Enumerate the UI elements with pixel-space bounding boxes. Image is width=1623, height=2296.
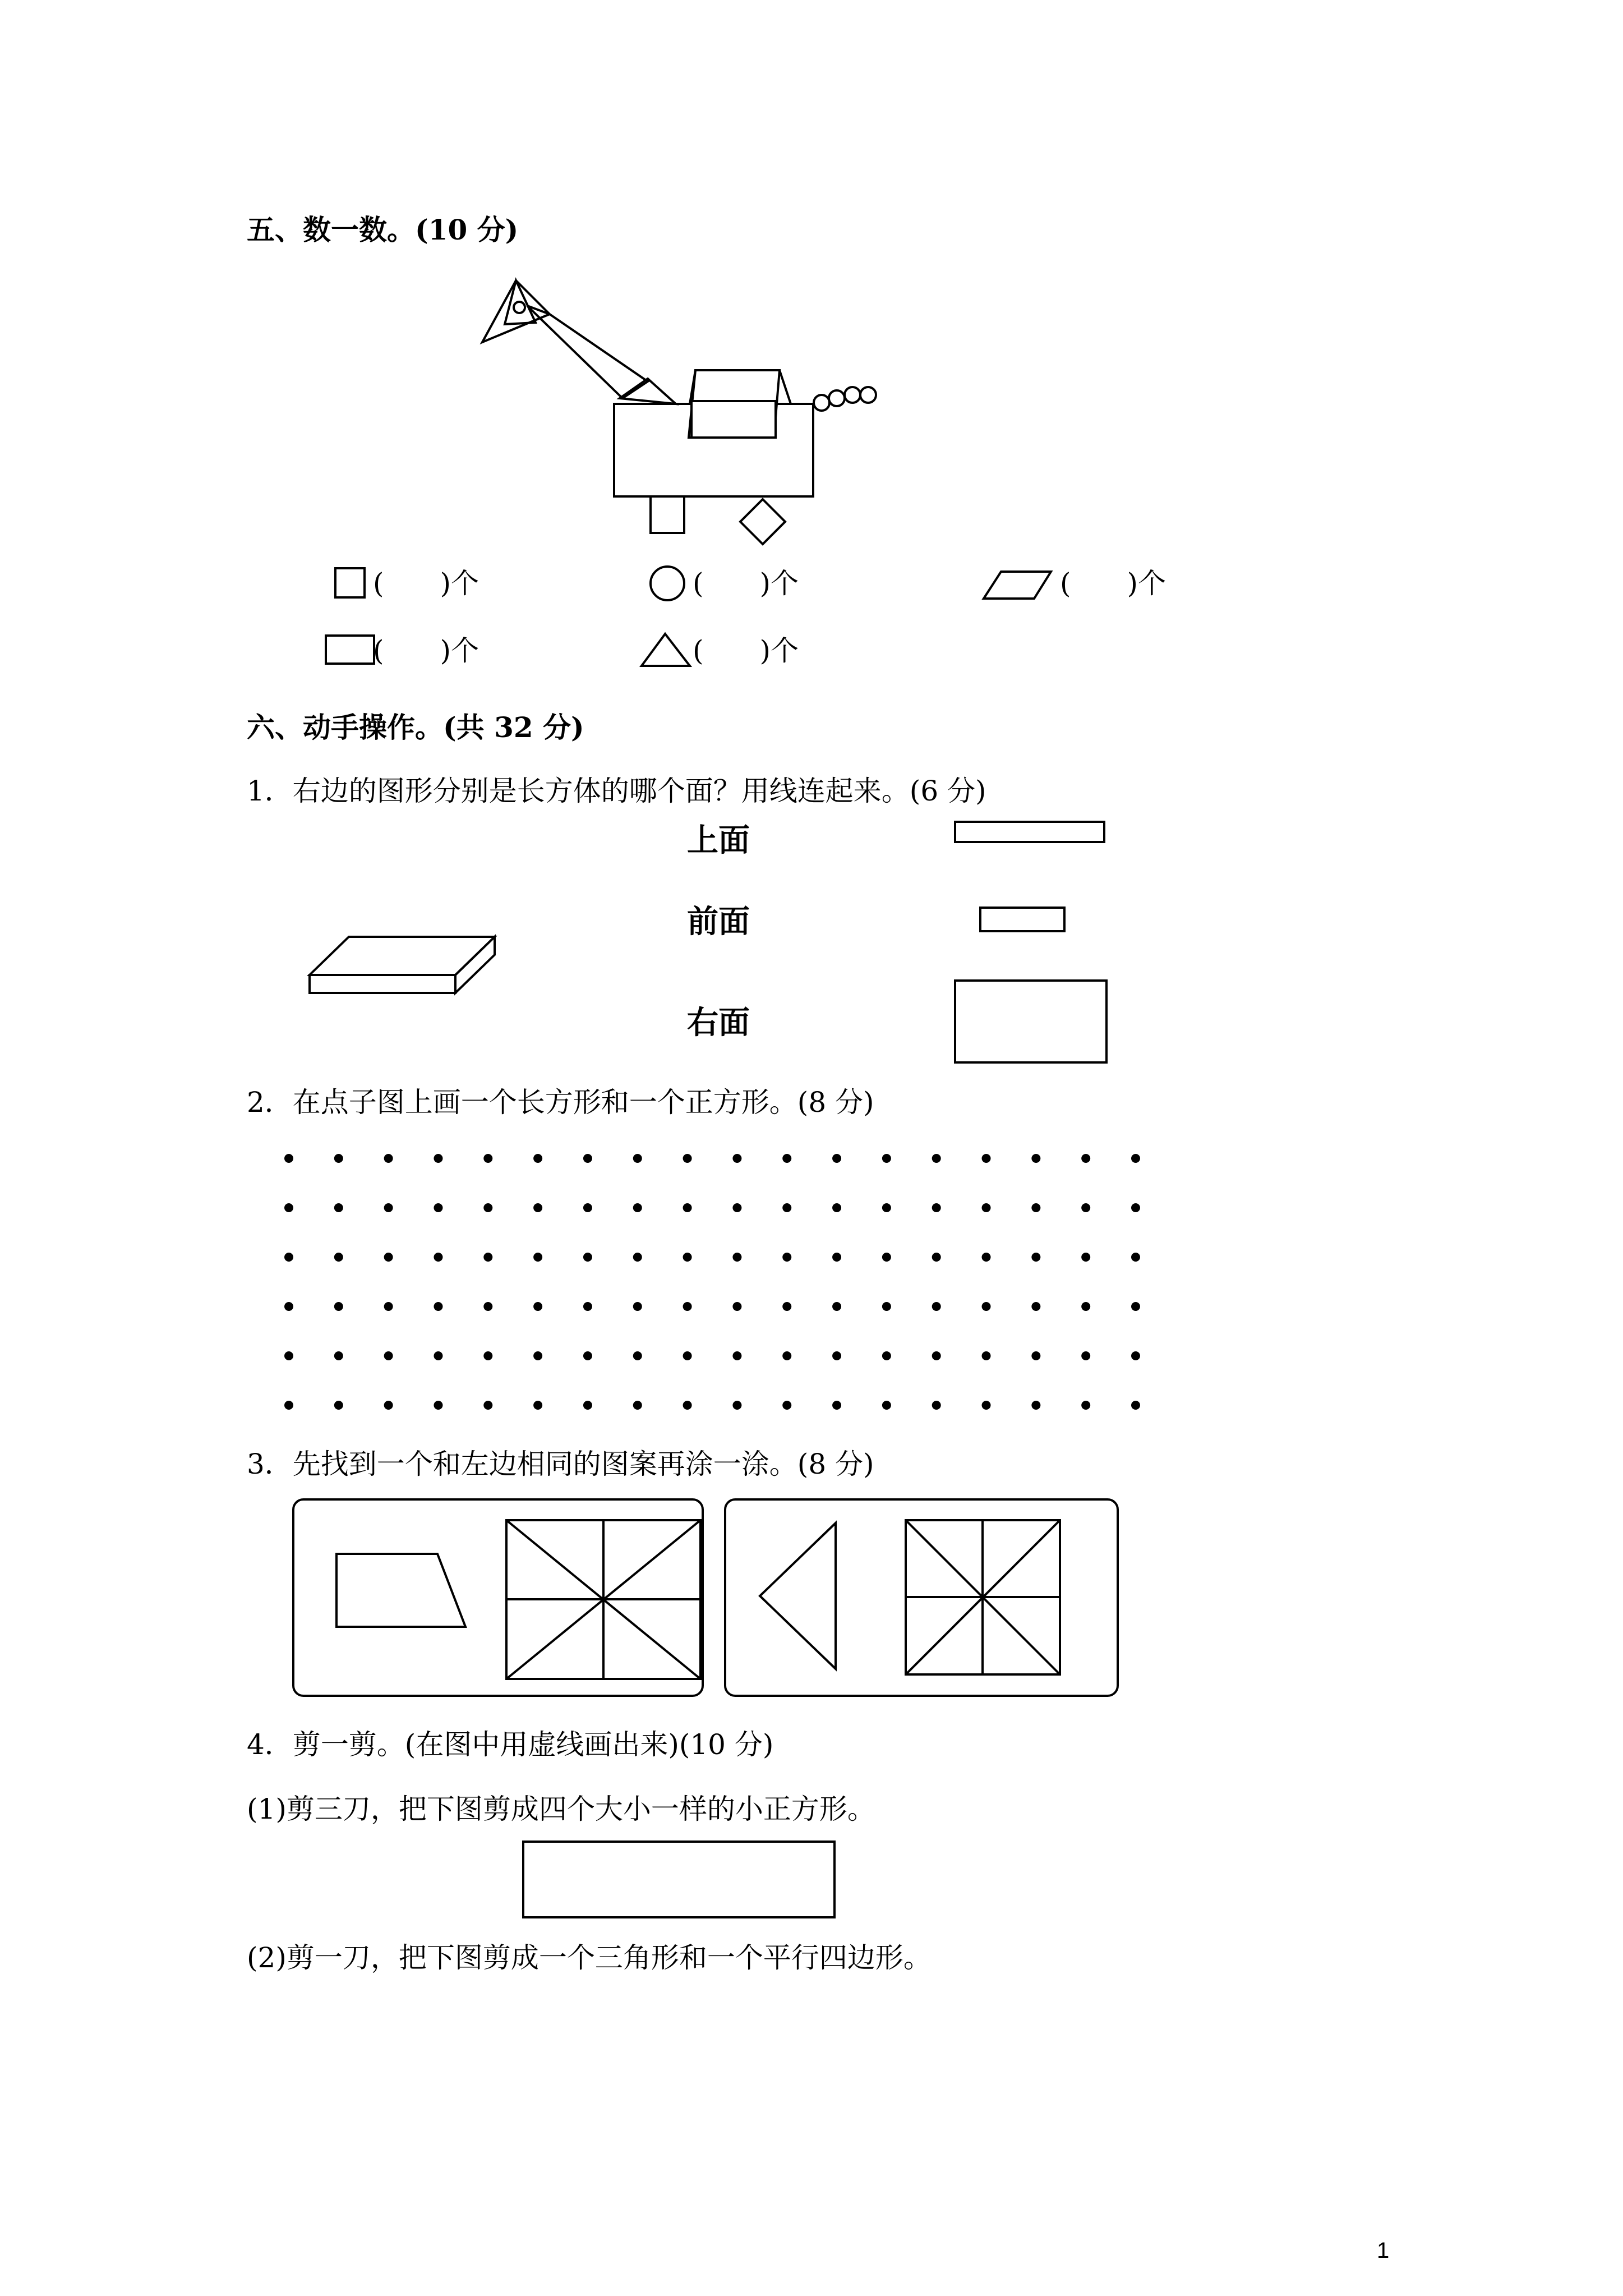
grid-dot — [982, 1401, 991, 1410]
grid-dot — [732, 1253, 741, 1262]
grid-dot — [384, 1302, 393, 1311]
grid-dot — [832, 1253, 841, 1262]
grid-dot — [982, 1253, 991, 1262]
grid-dot — [782, 1253, 791, 1262]
face-rect-large — [953, 979, 1110, 1066]
grid-dot — [434, 1203, 442, 1212]
grid-dot — [1081, 1351, 1090, 1360]
grid-dot — [583, 1401, 592, 1410]
grid-dot — [1031, 1401, 1040, 1410]
grid-dot — [1031, 1351, 1040, 1360]
grid-dot — [732, 1154, 741, 1163]
grid-dot — [384, 1351, 393, 1360]
count-label-circle: ( )个 — [693, 567, 799, 600]
grid-dot — [1131, 1253, 1140, 1262]
grid-dot — [1131, 1401, 1140, 1410]
grid-dot — [1031, 1154, 1040, 1163]
grid-dot — [533, 1351, 542, 1360]
grid-dot — [782, 1351, 791, 1360]
grid-dot — [583, 1302, 592, 1311]
grid-dot — [583, 1154, 592, 1163]
grid-dot — [334, 1253, 343, 1262]
section6-title: 六、动手操作。(共 32 分) — [247, 711, 584, 744]
q4-text: 4．剪一剪。(在图中用虚线画出来)(10 分) — [247, 1728, 774, 1761]
grid-dot — [384, 1154, 393, 1163]
grid-dot — [732, 1401, 741, 1410]
grid-dot — [334, 1302, 343, 1311]
grid-dot — [533, 1253, 542, 1262]
grid-dot — [633, 1401, 642, 1410]
face-label-right: 右面 — [687, 1004, 750, 1041]
grid-dot — [434, 1154, 442, 1163]
grid-dot — [832, 1302, 841, 1311]
grid-dot — [633, 1253, 642, 1262]
grid-dot — [932, 1401, 941, 1410]
rectangle-icon — [324, 634, 377, 668]
grid-dot — [832, 1401, 841, 1410]
grid-dot — [384, 1401, 393, 1410]
cut-rectangle — [522, 1840, 838, 1921]
grid-dot — [633, 1203, 642, 1212]
grid-dot — [683, 1154, 692, 1163]
grid-dot — [683, 1302, 692, 1311]
square-icon — [334, 567, 367, 600]
grid-dot — [732, 1203, 741, 1212]
grid-dot — [882, 1203, 891, 1212]
grid-dot — [932, 1203, 941, 1212]
grid-dot — [633, 1351, 642, 1360]
grid-dot — [782, 1154, 791, 1163]
grid-dot — [982, 1203, 991, 1212]
face-label-top: 上面 — [687, 822, 750, 859]
grid-dot — [1131, 1154, 1140, 1163]
pattern-box-left — [292, 1498, 707, 1700]
count-label-rectangle: ( )个 — [373, 634, 479, 667]
grid-dot — [732, 1302, 741, 1311]
face-rect-small — [979, 906, 1068, 934]
grid-dot — [832, 1203, 841, 1212]
grid-dot — [633, 1302, 642, 1311]
q2-text: 2．在点子图上画一个长方形和一个正方形。(8 分) — [247, 1086, 874, 1119]
grid-dot — [483, 1154, 492, 1163]
section5-title: 五、数一数。(10 分) — [247, 213, 519, 246]
pattern-box-right — [723, 1498, 1122, 1700]
grid-dot — [782, 1401, 791, 1410]
grid-dot — [284, 1302, 293, 1311]
grid-dot — [1081, 1401, 1090, 1410]
grid-dot — [533, 1401, 542, 1410]
grid-dot — [1081, 1154, 1090, 1163]
grid-dot — [683, 1203, 692, 1212]
grid-dot — [1031, 1302, 1040, 1311]
grid-dot — [982, 1302, 991, 1311]
grid-dot — [782, 1302, 791, 1311]
grid-dot — [483, 1401, 492, 1410]
grid-dot — [533, 1203, 542, 1212]
grid-dot — [782, 1203, 791, 1212]
grid-dot — [882, 1302, 891, 1311]
grid-dot — [832, 1154, 841, 1163]
grid-dot — [334, 1401, 343, 1410]
grid-dot — [1131, 1351, 1140, 1360]
grid-dot — [1081, 1302, 1090, 1311]
grid-dot — [284, 1351, 293, 1360]
grid-dot — [1131, 1302, 1140, 1311]
grid-dot — [533, 1302, 542, 1311]
grid-dot — [483, 1302, 492, 1311]
grid-dot — [633, 1154, 642, 1163]
horse-figure — [0, 0, 1623, 617]
q4-part1-text: (1)剪三刀，把下图剪成四个大小一样的小正方形。 — [247, 1793, 875, 1825]
page-number: 1 — [1377, 2238, 1390, 2263]
grid-dot — [434, 1302, 442, 1311]
grid-dot — [882, 1154, 891, 1163]
grid-dot — [284, 1401, 293, 1410]
grid-dot — [284, 1154, 293, 1163]
circle-icon — [648, 564, 687, 603]
count-label-parallelogram: ( )个 — [1060, 567, 1166, 600]
grid-dot — [583, 1351, 592, 1360]
grid-dot — [583, 1253, 592, 1262]
grid-dot — [334, 1154, 343, 1163]
grid-dot — [483, 1203, 492, 1212]
grid-dot — [932, 1302, 941, 1311]
count-label-triangle: ( )个 — [693, 634, 799, 667]
grid-dot — [1131, 1203, 1140, 1212]
grid-dot — [982, 1154, 991, 1163]
grid-dot — [1031, 1253, 1040, 1262]
grid-dot — [982, 1351, 991, 1360]
grid-dot — [483, 1351, 492, 1360]
parallelogram-icon — [981, 569, 1054, 603]
grid-dot — [583, 1203, 592, 1212]
grid-dot — [683, 1351, 692, 1360]
cuboid-figure — [303, 931, 505, 999]
grid-dot — [284, 1203, 293, 1212]
grid-dot — [683, 1401, 692, 1410]
grid-dot — [882, 1253, 891, 1262]
grid-dot — [832, 1351, 841, 1360]
grid-dot — [434, 1253, 442, 1262]
grid-dot — [732, 1351, 741, 1360]
q3-text: 3．先找到一个和左边相同的图案再涂一涂。(8 分) — [247, 1448, 874, 1480]
grid-dot — [533, 1154, 542, 1163]
count-label-square: ( )个 — [373, 567, 479, 600]
grid-dot — [384, 1253, 393, 1262]
grid-dot — [932, 1253, 941, 1262]
grid-dot — [1031, 1203, 1040, 1212]
dot-grid — [280, 1144, 1144, 1436]
grid-dot — [683, 1253, 692, 1262]
q4-part2-text: (2)剪一刀，把下图剪成一个三角形和一个平行四边形。 — [247, 1941, 932, 1974]
grid-dot — [1081, 1253, 1090, 1262]
grid-dot — [334, 1203, 343, 1212]
grid-dot — [434, 1351, 442, 1360]
triangle-icon — [639, 631, 695, 670]
grid-dot — [483, 1253, 492, 1262]
grid-dot — [334, 1351, 343, 1360]
grid-dot — [284, 1253, 293, 1262]
face-label-front: 前面 — [687, 903, 750, 940]
grid-dot — [882, 1401, 891, 1410]
grid-dot — [932, 1351, 941, 1360]
grid-dot — [932, 1154, 941, 1163]
face-rect-long — [953, 820, 1108, 845]
grid-dot — [434, 1401, 442, 1410]
q1-text: 1．右边的图形分别是长方体的哪个面？用线连起来。(6 分) — [247, 775, 986, 807]
grid-dot — [882, 1351, 891, 1360]
grid-dot — [1081, 1203, 1090, 1212]
grid-dot — [384, 1203, 393, 1212]
